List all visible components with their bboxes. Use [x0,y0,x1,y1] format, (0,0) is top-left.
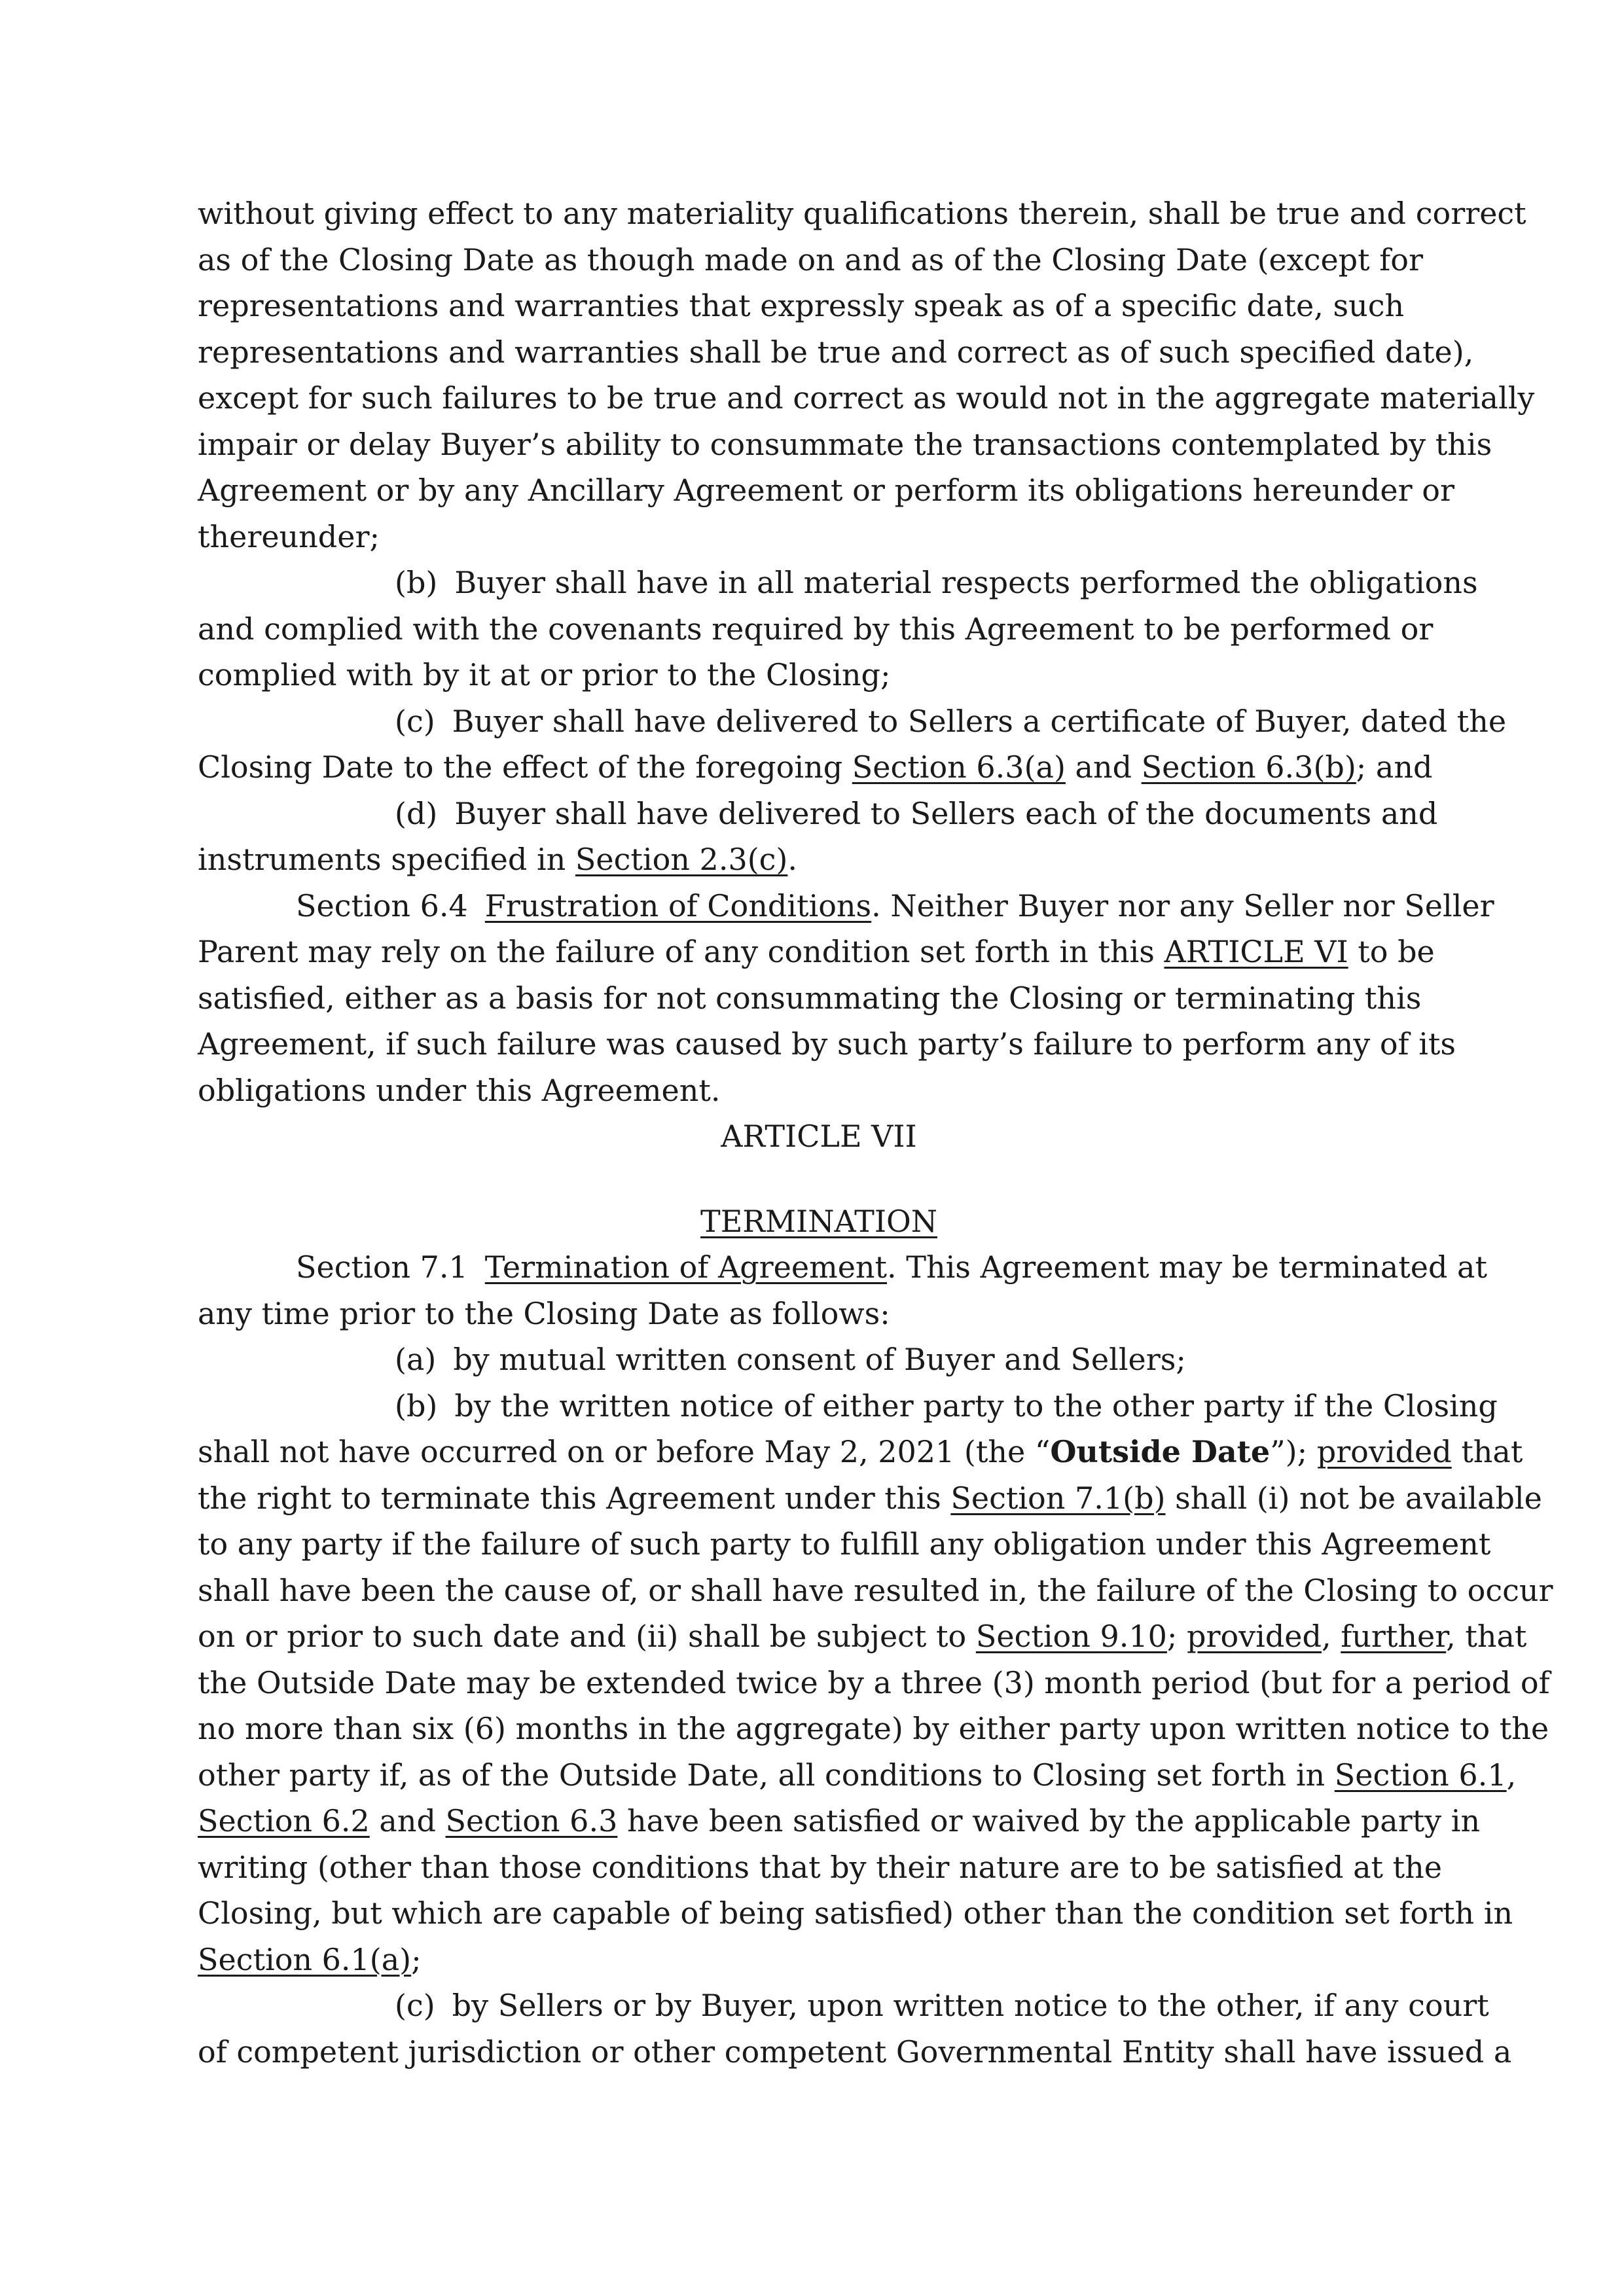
text-line: the Outside Date may be extended twice by a three (3) month period (but for a period of [198,1664,1550,1700]
section-number: Section 7.1 [296,1249,468,1285]
text-line: other party if, as of the Outside Date, all conditions to Closing set forth in Section 6.1, [198,1757,1517,1793]
clause-7-1-c [198,1982,1512,2075]
clause-marker: (d) [395,795,438,831]
text-line: (b) Buyer shall have in all material respects performed the obligations [395,565,1478,600]
text-line: (c) Buyer shall have delivered to Sellers a certificate of Buyer, dated the [395,703,1507,739]
text-line: shall not have occurred on or before May 2, 2021 (the “Outside Date”); provided that [198,1434,1523,1469]
article-reference: ARTICLE VI [1164,934,1348,969]
section-reference: Section 7.1(b) [950,1480,1166,1516]
text-line: instruments specified in Section 2.3(c). [198,842,797,877]
clause-marker: (c) [395,1988,435,2023]
text-line: (d) Buyer shall have delivered to Sellers each of the documents and [395,795,1438,831]
text-line: Section 7.1 Termination of Agreement. This Agreement may be terminated at [296,1249,1487,1285]
text-line: (b) by the written notice of either party to the other party if the Closing [395,1388,1498,1424]
text-line: (c) by Sellers or by Buyer, upon written notice to the other, if any court [395,1988,1489,2023]
text-line: Parent may rely on the failure of any condition set forth in this ARTICLE VI to be [198,934,1435,969]
text-line: Agreement, if such failure was caused by such party’s failure to perform any of its [198,1026,1456,1062]
text-line: thereunder; [198,518,380,554]
clause-6-3-b [198,560,1478,698]
clause-marker: (b) [395,1388,438,1424]
section-heading: Termination of Agreement [484,1249,888,1285]
text-line: as of the Closing Date as though made on and as of the Closing Date (except for [198,242,1423,278]
text-line: impair or delay Buyer’s ability to consummate the transactions contemplated by this [198,426,1492,462]
document-body [198,190,1553,2075]
section-reference: Section 6.1(a) [198,1941,412,1977]
clause-marker: (b) [395,565,438,600]
text-line: complied with by it at or prior to the Closing; [198,657,891,692]
article-number: ARTICLE VII [721,1119,917,1154]
article-title: TERMINATION [700,1203,937,1239]
text-line: any time prior to the Closing Date as follows: [198,1295,890,1331]
text-line: the right to terminate this Agreement under this Section 7.1(b) shall (i) not be available [198,1480,1542,1516]
text-line: obligations under this Agreement. [198,1072,721,1108]
section-reference: Section 6.1 [1334,1757,1507,1793]
section-heading: Frustration of Conditions [484,888,872,924]
text-line: writing (other than those conditions that by their nature are to be satisfied at the [198,1849,1442,1885]
text-line: satisfied, either as a basis for not consummating the Closing or terminating this [198,980,1422,1016]
text-line: of competent jurisdiction or other competent Governmental Entity shall have issued a [198,2034,1512,2070]
proviso-term: provided [1316,1434,1452,1469]
clause-6-3-c [198,698,1507,791]
text-line: without giving effect to any materiality qualifications therein, shall be true and correct [198,196,1526,231]
section-reference: Section 6.3(b) [1141,749,1356,785]
defined-term: Outside Date [1050,1434,1271,1469]
section-reference: Section 9.10 [975,1619,1167,1654]
text-line: and complied with the covenants required by this Agreement to be performed or [198,611,1434,647]
text-line: except for such failures to be true and correct as would not in the aggregate materially [198,380,1535,416]
text-line: Closing, but which are capable of being satisfied) other than the condition set forth in [198,1895,1513,1931]
text-line: to any party if the failure of such party to fulfill any obligation under this Agreement [198,1526,1491,1562]
clause-7-1-a [198,1336,1440,1383]
proviso-term: provided [1187,1619,1322,1654]
section-reference: Section 6.2 [198,1803,370,1839]
text-line: Agreement or by any Ancillary Agreement or perform its obligations hereunder or [198,473,1454,508]
section-reference: Section 6.3 [445,1803,618,1839]
proviso-term: further [1341,1619,1447,1654]
section-reference: Section 6.3(a) [852,749,1066,785]
text-line: (a) by mutual written consent of Buyer and Sellers; [395,1342,1186,1377]
text-line: shall have been the cause of, or shall have resulted in, the failure of the Closing to occur [198,1572,1553,1608]
section-7-1 [198,1244,1487,1336]
text-line: Section 6.2 and Section 6.3 have been satisfied or waived by the applicable party in [198,1803,1481,1839]
clause-6-3-a-continuation [198,190,1535,560]
text-line: on or prior to such date and (ii) shall be subject to Section 9.10; provided, further, that [198,1619,1527,1654]
clause-marker: (c) [395,703,435,739]
text-line: Section 6.4 Frustration of Conditions. Neither Buyer nor any Seller nor Seller [296,888,1494,924]
article-heading [198,1113,1440,1244]
text-line: representations and warranties that expressly speak as of a specific date, such [198,288,1405,323]
section-6-4 [198,883,1494,1114]
text-line: Section 6.1(a); [198,1941,422,1977]
text-line: Closing Date to the effect of the foregoing Section 6.3(a) and Section 6.3(b); and [198,749,1433,785]
clause-7-1-b [198,1383,1553,1983]
clause-6-3-d [198,791,1440,883]
text-line: representations and warranties shall be true and correct as of such specified date), [198,334,1474,370]
text-line: no more than six (6) months in the aggregate) by either party upon written notice to the [198,1711,1549,1746]
section-reference: Section 2.3(c) [575,842,788,877]
section-number: Section 6.4 [296,888,468,924]
clause-marker: (a) [395,1342,437,1377]
